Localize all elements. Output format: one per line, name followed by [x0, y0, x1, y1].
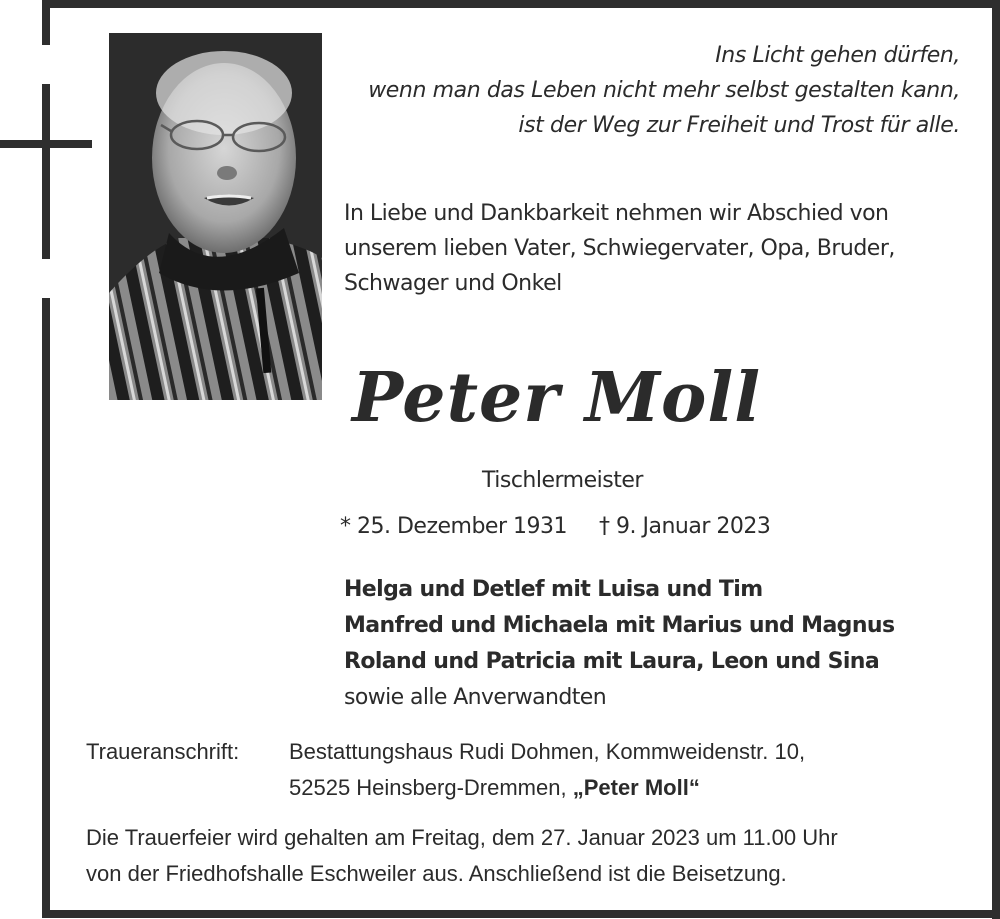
mourning-address — [289, 734, 805, 806]
cross-icon — [0, 140, 92, 148]
frame-border-top — [42, 0, 1000, 8]
quote-line: ist der Weg zur Freiheit und Trost für alle. — [518, 113, 960, 138]
deceased-profession: Tischlermeister — [482, 468, 643, 493]
portrait-photo — [109, 33, 322, 400]
deceased-name: Peter Moll — [352, 358, 762, 438]
family-relatives: sowie alle Anverwandten — [344, 685, 607, 710]
birth-date: * 25. Dezember 1931 — [340, 514, 567, 539]
death-date: 9. Januar 2023 — [616, 514, 771, 539]
address-city: 52525 Heinsberg-Dremmen, — [289, 775, 573, 800]
memorial-quote — [320, 38, 960, 143]
death-cross-icon: † — [599, 514, 610, 539]
mourning-family — [344, 572, 894, 716]
address-line-2 — [289, 770, 805, 806]
frame-gap — [37, 259, 55, 298]
family-member: Roland und Patricia mit Laura, Leon und Sina — [344, 649, 880, 674]
farewell-intro — [344, 196, 964, 301]
frame-gap — [37, 45, 55, 84]
frame-border-right — [992, 0, 1000, 919]
address-line-1: Bestattungshaus Rudi Dohmen, Kommweidenstr. 10, — [289, 739, 806, 764]
frame-border-left — [42, 0, 50, 918]
ceremony-line: von der Friedhofshalle Eschweiler aus. Anschließend ist die Beisetzung. — [86, 861, 787, 886]
intro-line: unserem lieben Vater, Schwiegervater, Opa, Bruder, — [344, 236, 895, 261]
address-reference: „Peter Moll“ — [572, 775, 700, 800]
address-label: Traueranschrift: — [86, 739, 240, 764]
portrait-illustration — [109, 33, 322, 400]
quote-line: Ins Licht gehen dürfen, — [715, 43, 960, 68]
life-dates — [340, 512, 770, 542]
family-member: Helga und Detlef mit Luisa und Tim — [344, 577, 763, 602]
funeral-ceremony-info — [86, 820, 986, 892]
intro-line: In Liebe und Dankbarkeit nehmen wir Abschied von — [344, 201, 889, 226]
intro-line: Schwager und Onkel — [344, 271, 562, 296]
ceremony-line: Die Trauerfeier wird gehalten am Freitag, dem 27. Januar 2023 um 11.00 Uhr — [86, 825, 838, 850]
family-member: Manfred und Michaela mit Marius und Magnus — [344, 613, 895, 638]
quote-line: wenn man das Leben nicht mehr selbst gestalten kann, — [368, 78, 960, 103]
frame-border-bottom — [42, 910, 1000, 918]
